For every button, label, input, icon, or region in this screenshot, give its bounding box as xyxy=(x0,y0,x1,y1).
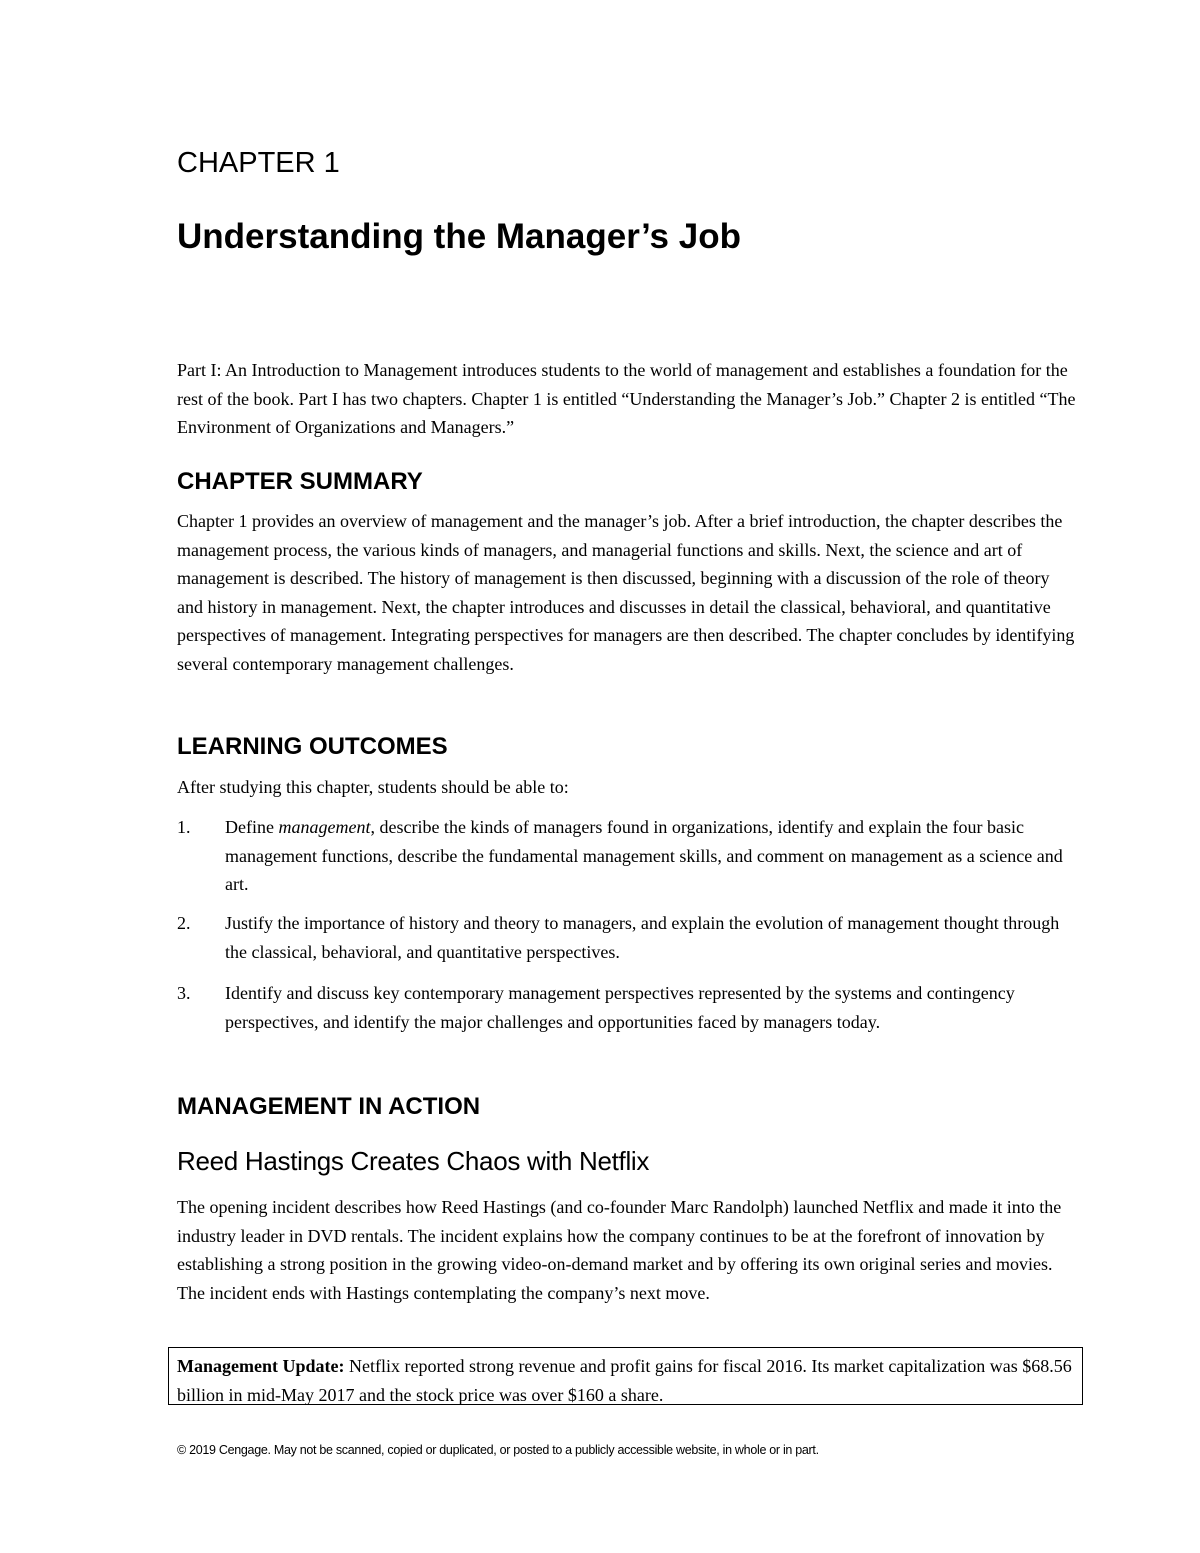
outcome-text-after: , describe the kinds of managers found in organizations, identify and explain the four basic management functions, describe the fundamental management skills, and comment on management as a science and art. xyxy=(225,817,1063,894)
management-update-box xyxy=(168,1347,1083,1405)
case-title: Reed Hastings Creates Chaos with Netflix xyxy=(177,1146,650,1176)
outcome-text: Justify the importance of history and theory to managers, and explain the evolution of management thought through the classical, behavioral, and quantitative perspectives. xyxy=(225,913,1060,962)
outcome-number: 1. xyxy=(177,817,191,837)
outcome-text: Identify and discuss key contemporary management perspectives represented by the systems and contingency perspectives, and identify the major challenges and opportunities faced by managers today. xyxy=(225,983,1015,1032)
learning-outcomes-lead: After studying this chapter, students should be able to: xyxy=(177,777,569,797)
management-update-body: Netflix reported strong revenue and profit gains for fiscal 2016. Its market capitalization was $68.56 billion in mid-May 2017 and the stock price was over $160 a share. xyxy=(177,1356,1072,1405)
outcome-number: 2. xyxy=(177,913,191,933)
outcome-emphasis: management xyxy=(278,817,371,837)
outcome-text xyxy=(225,813,1070,899)
learning-outcomes-heading: LEARNING OUTCOMES xyxy=(177,733,448,760)
chapter-summary-heading: CHAPTER SUMMARY xyxy=(177,468,423,495)
chapter-title: Understanding the Manager’s Job xyxy=(177,217,741,256)
chapter-label: CHAPTER 1 xyxy=(177,147,340,179)
outcome-number: 3. xyxy=(177,983,191,1003)
intro-paragraph: Part I: An Introduction to Management introduces students to the world of management and establishes a foundation for the rest of the book. Part I has two chapters. Chapter 1 is entitled “Understanding the Manager’s Job.” Chapter 2 is entitled “The Environment of Organizations and Managers.” xyxy=(177,360,1076,437)
chapter-summary-paragraph: Chapter 1 provides an overview of management and the manager’s job. After a brief introduction, the chapter describes the management process, the various kinds of managers, and managerial functions and skills. Next, the science and art of management is described. The history of management is then discussed, beginning with a discussion of the role of theory and history in management. Next, the chapter introduces and discusses in detail the classical, behavioral, and quantitative perspectives of management. Integrating perspectives for managers are then described. The chapter concludes by identifying several contemporary management challenges. xyxy=(177,511,1075,674)
copyright-footer: © 2019 Cengage. May not be scanned, copied or duplicated, or posted to a publicly accessible website, in whole or in part. xyxy=(177,1443,819,1457)
management-update-label: Management Update: xyxy=(177,1356,345,1376)
case-paragraph: The opening incident describes how Reed Hastings (and co-founder Marc Randolph) launched Netflix and made it into the industry leader in DVD rentals. The incident explains how the company continues to be at the forefront of innovation by establishing a strong position in the growing video-on-demand market and by offering its own original series and movies. The incident ends with Hastings contemplating the company’s next move. xyxy=(177,1197,1062,1303)
outcome-text-before: Define xyxy=(225,817,279,837)
management-in-action-heading: MANAGEMENT IN ACTION xyxy=(177,1093,481,1120)
management-update-text xyxy=(177,1352,1072,1409)
